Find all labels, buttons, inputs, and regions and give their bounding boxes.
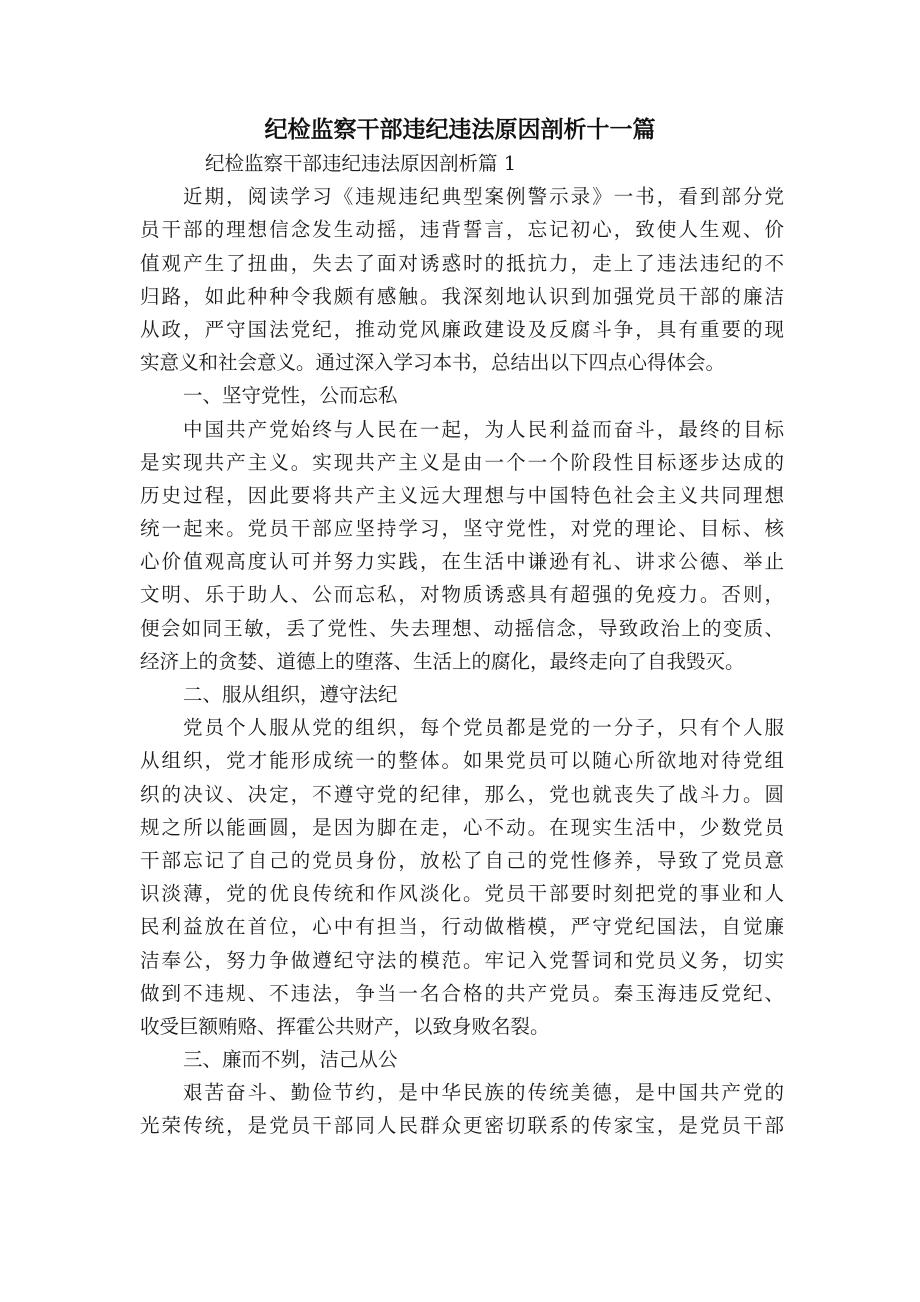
- text-line: 规之所以能画圆，是因为脚在走，心不动。在现实生活中，少数党员: [140, 815, 784, 839]
- text-line: 从组织，党才能形成统一的整体。如果党员可以随心所欲地对待党组: [140, 749, 784, 773]
- text-line: 便会如同王敏，丢了党性、失去理想、动摇信念，导致政治上的变质、: [140, 616, 784, 640]
- text-line: 统一起来。党员干部应坚持学习，坚守党性，对党的理论、目标、核: [140, 517, 784, 541]
- text-line: 实意义和社会意义。通过深入学习本书，总结出以下四点心得体会。: [140, 351, 726, 375]
- text-line: 值观产生了扭曲，失去了面对诱惑时的抵抗力，走上了违法违纪的不: [140, 251, 784, 275]
- text-line: 织的决议、决定，不遵守党的纪律，那么，党也就丧失了战斗力。圆: [140, 782, 784, 806]
- text-line: 党员个人服从党的组织，每个党员都是党的一分子，只有个人服: [183, 716, 784, 740]
- text-line: 光荣传统，是党员干部同人民群众更密切联系的传家宝，是党员干部: [140, 1114, 784, 1138]
- text-line: 民利益放在首位，心中有担当，行动做楷模，严守党纪国法，自觉廉: [140, 915, 784, 939]
- text-line: 艰苦奋斗、勤俭节约，是中华民族的传统美德，是中国共产党的: [183, 1081, 784, 1105]
- document-body: [140, 147, 784, 1143]
- text-line: 是实现共产主义。实现共产主义是由一个一个阶段性目标逐步达成的: [140, 450, 784, 474]
- text-line: 干部忘记了自己的党员身份，放松了自己的党性修养，导致了党员意: [140, 848, 784, 872]
- text-line: 近期，阅读学习《违规违纪典型案例警示录》一书，看到部分党: [183, 185, 784, 209]
- text-line: 从政，严守国法党纪，推动党风廉政建设及反腐斗争，具有重要的现: [140, 317, 784, 341]
- section-heading: 三、廉而不刿，洁己从公: [183, 1048, 398, 1072]
- text-line: 员干部的理想信念发生动摇，违背誓言，忘记初心，致使人生观、价: [140, 218, 784, 242]
- section-heading: 一、坚守党性，公而忘私: [183, 384, 398, 408]
- text-line: 归路，如此种种令我颇有感触。我深刻地认识到加强党员干部的廉洁: [140, 284, 784, 308]
- text-line: 识淡薄，党的优良传统和作风淡化。党员干部要时刻把党的事业和人: [140, 882, 784, 906]
- text-line: 中国共产党始终与人民在一起，为人民利益而奋斗，最终的目标: [183, 417, 784, 441]
- paragraph-lines: [140, 180, 784, 1142]
- text-line: 做到不违规、不违法，争当一名合格的共产党员。秦玉海违反党纪、: [140, 981, 784, 1005]
- text-line: 历史过程，因此要将共产主义远大理想与中国特色社会主义共同理想: [140, 483, 784, 507]
- document-title: 纪检监察干部违纪违法原因剖析十一篇: [264, 117, 656, 143]
- text-line: 收受巨额贿赂、挥霍公共财产，以致身败名裂。: [140, 1014, 550, 1038]
- text-line: 经济上的贪婪、道德上的堕落、生活上的腐化，最终走向了自我毁灭。: [140, 649, 745, 673]
- text-line: 文明、乐于助人、公而忘私，对物质诱惑具有超强的免疫力。否则，: [140, 583, 784, 607]
- section-heading: 二、服从组织，遵守法纪: [183, 683, 398, 706]
- text-line: 洁奉公，努力争做遵纪守法的模范。牢记入党誓词和党员义务，切实: [140, 948, 784, 972]
- text-line: 心价值观高度认可并努力实践，在生活中谦逊有礼、讲求公德、举止: [140, 550, 784, 574]
- section-subtitle: 纪检监察干部违纪违法原因剖析篇 1: [205, 152, 517, 175]
